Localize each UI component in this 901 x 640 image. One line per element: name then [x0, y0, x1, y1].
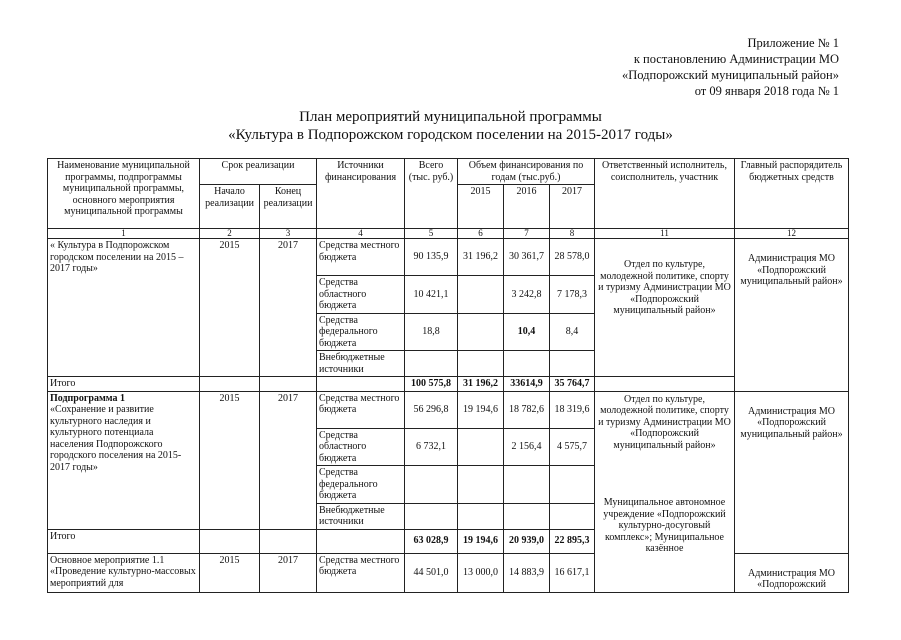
- document-title: [0, 108, 901, 144]
- column-number: 12: [735, 229, 849, 239]
- column-number: 5: [405, 229, 458, 239]
- plan-table: [47, 158, 849, 593]
- cell-total: 10 421,1: [405, 276, 458, 314]
- event11-start: 2015: [200, 553, 260, 592]
- sub1-name: «Сохранение и развитие культурного наследия и культурного потенциала населения Подпорожского городского поселения на 2015-2017 годы»: [50, 404, 182, 473]
- source-local: Средства местного бюджета: [317, 553, 405, 592]
- event11-manager: Администрация МО «Подпорожский: [735, 553, 849, 592]
- cell-2017: 16 617,1: [550, 553, 595, 592]
- sub1-start: 2015: [200, 391, 260, 529]
- header-year: 2017: [550, 185, 595, 229]
- event11-name: Основное мероприятие 1.1 «Проведение культурно-массовых мероприятий для: [48, 553, 200, 592]
- cell-2015: [458, 466, 504, 504]
- cell-2015: 19 194,6: [458, 529, 504, 553]
- sub1-manager: Администрация МО «Подпорожский муниципальный район»: [735, 391, 849, 553]
- cell-2017: [550, 466, 595, 504]
- total-label: Итого: [48, 529, 200, 553]
- cell-2017: 8,4: [550, 313, 595, 351]
- cell-total: 6 732,1: [405, 428, 458, 466]
- program-responsible: Отдел по культуре, молодежной политике, спорту и туризму Администрации МО «Подпорожский муниципальный район»: [595, 239, 735, 377]
- cell-2016: [504, 351, 550, 377]
- header-total: Всего (тыс. руб.): [405, 159, 458, 229]
- sub1-responsible-2: Муниципальное автономное учреждение «Подпорожский культурно-досуговый комплекс»; Муниципальное казённое: [603, 497, 726, 554]
- table-header-row: [48, 159, 849, 185]
- cell-2015: [458, 428, 504, 466]
- header-manager: Главный распорядитель бюджетных средств: [735, 159, 849, 229]
- cell-2015: [458, 503, 504, 529]
- header-name: Наименование муниципальной программы, подпрограммы муниципальной программы, основного мероприятия муниципальной программы: [48, 159, 200, 229]
- program-manager: Администрация МО «Подпорожский муниципальный район»: [735, 239, 849, 392]
- source-federal: Средства федерального бюджета: [317, 313, 405, 351]
- cell-2016: 20 939,0: [504, 529, 550, 553]
- total-row: [48, 377, 849, 392]
- header-end: Конец реализации: [260, 185, 317, 229]
- cell-2016: [504, 466, 550, 504]
- cell-total: 63 028,9: [405, 529, 458, 553]
- source-federal: Средства федерального бюджета: [317, 466, 405, 504]
- cell-2016: 33614,9: [504, 377, 550, 392]
- sub1-responsible: Отдел по культуре, молодежной политике, спорту и туризму Администрации МО «Подпорожский муниципальный район»: [598, 393, 731, 451]
- column-number: 3: [260, 229, 317, 239]
- column-number: 11: [595, 229, 735, 239]
- sub1-end: 2017: [260, 391, 317, 529]
- cell-total: 56 296,8: [405, 391, 458, 428]
- cell-total: 90 135,9: [405, 239, 458, 276]
- program-start: 2015: [200, 239, 260, 377]
- cell-total: [405, 503, 458, 529]
- column-number: 6: [458, 229, 504, 239]
- cell-total: [405, 466, 458, 504]
- cell-2017: [550, 503, 595, 529]
- cell-2016: 2 156,4: [504, 428, 550, 466]
- appendix-line: к постановлению Администрации МО: [633, 52, 839, 66]
- cell-2016: 18 782,6: [504, 391, 550, 428]
- source-local: Средства местного бюджета: [317, 391, 405, 428]
- sub1-responsible-cell: [595, 391, 735, 592]
- column-number: 8: [550, 229, 595, 239]
- appendix-line: «Подпорожский муниципальный район»: [622, 68, 839, 82]
- header-period: Срок реализации: [200, 159, 317, 185]
- cell-2017: 28 578,0: [550, 239, 595, 276]
- cell-2015: [458, 313, 504, 351]
- cell-total: [405, 351, 458, 377]
- source-extra: Внебюджетные источники: [317, 351, 405, 377]
- header-volume: Объем финансирования по годам (тыс.руб.): [458, 159, 595, 185]
- column-number: 7: [504, 229, 550, 239]
- cell-2015: 31 196,2: [458, 239, 504, 276]
- sub1-name-cell: [48, 391, 200, 529]
- event11-end: 2017: [260, 553, 317, 592]
- header-start: Начало реализации: [200, 185, 260, 229]
- source-extra: Внебюджетные источники: [317, 503, 405, 529]
- cell-2016: 30 361,7: [504, 239, 550, 276]
- cell-2017: 22 895,3: [550, 529, 595, 553]
- table-row: [48, 391, 849, 428]
- program-end: 2017: [260, 239, 317, 377]
- header-year: 2015: [458, 185, 504, 229]
- cell-2016: [504, 503, 550, 529]
- header-sources: Источники финансирования: [317, 159, 405, 229]
- title-line: «Культура в Подпорожском городском поселении на 2015-2017 годы»: [228, 127, 673, 143]
- cell-2017: 7 178,3: [550, 276, 595, 314]
- appendix-block: [622, 35, 839, 99]
- cell-total: 44 501,0: [405, 553, 458, 592]
- cell-2016: 14 883,9: [504, 553, 550, 592]
- cell-2017: 35 764,7: [550, 377, 595, 392]
- appendix-line: Приложение № 1: [747, 36, 839, 50]
- source-regional: Средства областного бюджета: [317, 276, 405, 314]
- cell-2015: [458, 351, 504, 377]
- cell-2015: 31 196,2: [458, 377, 504, 392]
- title-line: План мероприятий муниципальной программы: [299, 109, 602, 125]
- source-regional: Средства областного бюджета: [317, 428, 405, 466]
- cell-2016: 10,4: [504, 313, 550, 351]
- sub1-title: Подпрограмма 1: [50, 392, 126, 404]
- program-name: « Культура в Подпорожском городском поселении на 2015 – 2017 годы»: [48, 239, 200, 377]
- column-number: 1: [48, 229, 200, 239]
- cell-2017: 18 319,6: [550, 391, 595, 428]
- cell-total: 100 575,8: [405, 377, 458, 392]
- cell-2017: 4 575,7: [550, 428, 595, 466]
- cell-2015: 19 194,6: [458, 391, 504, 428]
- column-number: 2: [200, 229, 260, 239]
- header-responsible: Ответственный исполнитель, соисполнитель, участник: [595, 159, 735, 229]
- source-local: Средства местного бюджета: [317, 239, 405, 276]
- table-row: [48, 239, 849, 276]
- cell-2015: [458, 276, 504, 314]
- column-number-row: [48, 229, 849, 239]
- cell-2016: 3 242,8: [504, 276, 550, 314]
- appendix-line: от 09 января 2018 года № 1: [694, 84, 839, 98]
- header-year: 2016: [504, 185, 550, 229]
- cell-total: 18,8: [405, 313, 458, 351]
- column-number: 4: [317, 229, 405, 239]
- cell-2017: [550, 351, 595, 377]
- total-label: Итого: [48, 377, 200, 392]
- cell-2015: 13 000,0: [458, 553, 504, 592]
